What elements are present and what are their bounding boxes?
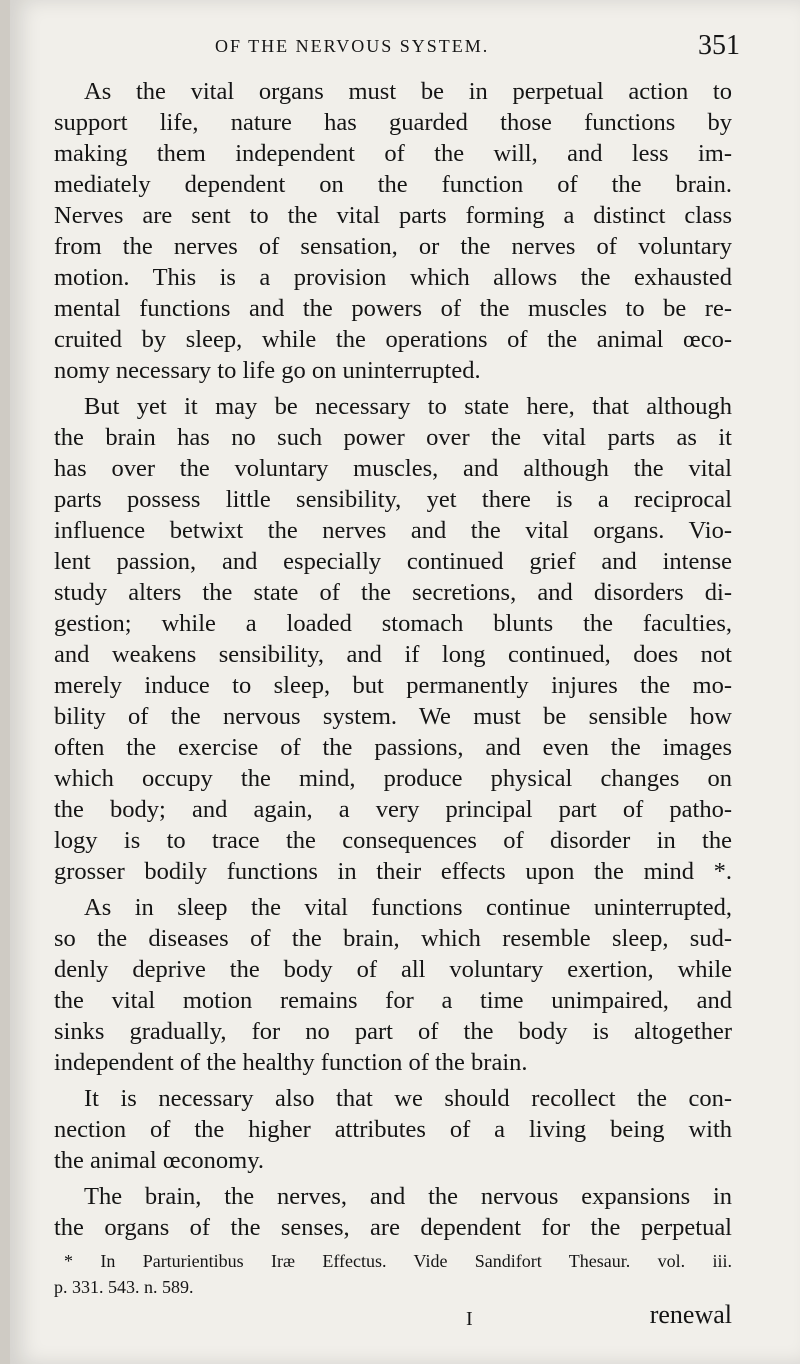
text-line: denly deprive the body of all voluntary exertion, while [54,956,732,983]
text-line: mental functions and the powers of the muscles to be re- [54,295,732,322]
catchword: renewal [649,1300,732,1329]
page-footer [54,1300,732,1334]
footnote [54,1248,732,1300]
footnote-line: * In Parturientibus Iræ Effectus. Vide Sandifort Thesaur. vol. iii. [64,1251,732,1271]
text-line: the body; and again, a very principal part of patho- [54,796,732,823]
text-line: grosser bodily functions in their effects upon the mind *. [54,858,732,885]
text-line: bility of the nervous system. We must be sensible how [54,703,732,730]
paragraph [54,391,732,887]
text-line: Nerves are sent to the vital parts forming a distinct class [54,202,732,229]
text-line: influence betwixt the nerves and the vital organs. Vio- [54,517,732,544]
paragraph [54,1181,732,1243]
text-line: study alters the state of the secretions, and disorders di- [54,579,732,606]
text-line: parts possess little sensibility, yet there is a reciprocal [54,486,732,513]
text-line: making them independent of the will, and less im- [54,140,732,167]
text-line: As the vital organs must be in perpetual action to [84,78,732,105]
text-line: the brain has no such power over the vital parts as it [54,424,732,451]
text-line: The brain, the nerves, and the nervous expansions in [84,1183,732,1210]
page-header [50,30,740,64]
text-line: the vital motion remains for a time unimpaired, and [54,987,732,1014]
book-page [10,0,800,1364]
text-line: so the diseases of the brain, which resemble sleep, sud- [54,925,732,952]
signature-mark: I [466,1308,473,1330]
text-line: the organs of the senses, are dependent for the perpetual [54,1214,732,1241]
text-line: nection of the higher attributes of a living being with [54,1116,732,1143]
text-line: nomy necessary to life go on uninterrupted. [54,357,481,384]
text-line: has over the voluntary muscles, and although the vital [54,455,732,482]
text-line: and weakens sensibility, and if long continued, does not [54,641,732,668]
page-number: 351 [698,30,740,61]
text-line: the animal œconomy. [54,1147,265,1174]
text-line: cruited by sleep, while the operations of the animal œco- [54,326,732,353]
paragraph [54,76,732,386]
text-line: support life, nature has guarded those functions by [54,109,732,136]
text-line: But yet it may be necessary to state here, that although [84,393,732,420]
body-text [54,76,732,1248]
paragraph [54,1083,732,1176]
page-gutter [0,0,10,1364]
text-line: sinks gradually, for no part of the body is altogether [54,1018,732,1045]
text-line: logy is to trace the consequences of disorder in the [54,827,732,854]
text-line: independent of the healthy function of the brain. [54,1049,528,1076]
text-line: which occupy the mind, produce physical changes on [54,765,732,792]
footnote-line: p. 331. 543. n. 589. [54,1277,194,1297]
text-line: It is necessary also that we should recollect the con- [84,1085,732,1112]
text-line: lent passion, and especially continued grief and intense [54,548,732,575]
text-line: merely induce to sleep, but permanently injures the mo- [54,672,732,699]
text-line: motion. This is a provision which allows the exhausted [54,264,732,291]
paragraph [54,892,732,1078]
text-line: gestion; while a loaded stomach blunts the faculties, [54,610,732,637]
text-line: often the exercise of the passions, and even the images [54,734,732,761]
text-line: from the nerves of sensation, or the nerves of voluntary [54,233,732,260]
text-line: mediately dependent on the function of the brain. [54,171,732,198]
running-head: OF THE NERVOUS SYSTEM. [215,36,490,56]
text-line: As in sleep the vital functions continue uninterrupted, [84,894,732,921]
